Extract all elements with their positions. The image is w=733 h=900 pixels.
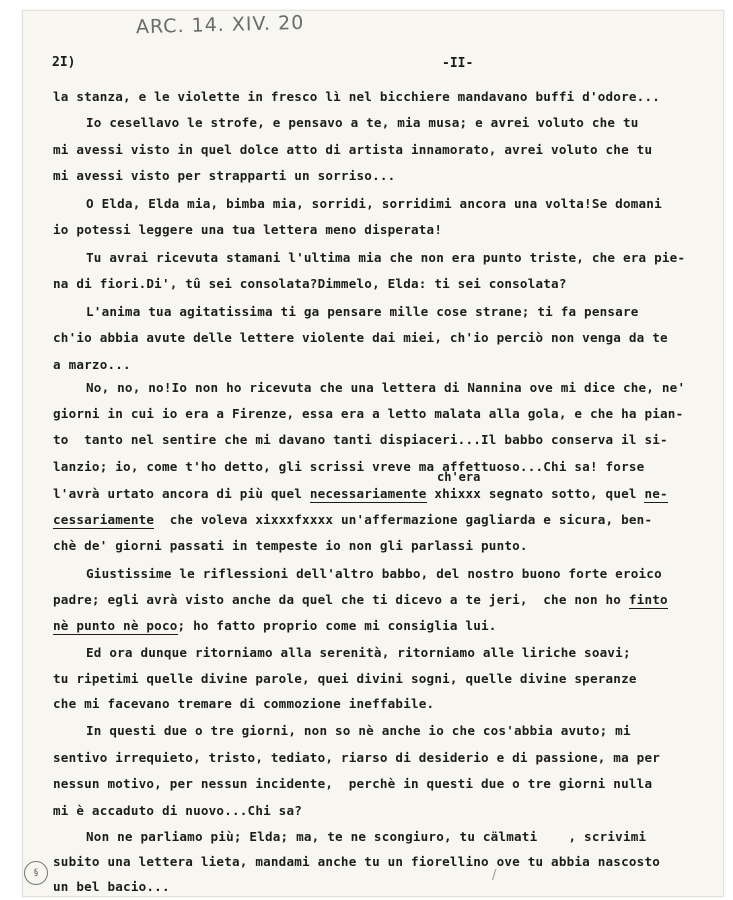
text-line — [86, 115, 639, 130]
text-line — [86, 645, 631, 660]
text-segment: sentivo irrequieto, tristo, tediato, riarso di desiderio e di passione, ma per — [53, 750, 661, 765]
text-segment: subito una lettera lieta, mandami anche tu un fiorellino ove tu abbia nascosto — [53, 854, 661, 869]
text-line — [53, 406, 683, 421]
stamp-mark: § — [33, 868, 39, 878]
text-segment: l'avrà urtato ancora di più quel — [53, 486, 310, 501]
text-line — [53, 222, 442, 237]
text-segment: un'affermazione gagliarda e sicura, ben- — [333, 512, 653, 527]
text-line — [53, 618, 497, 633]
text-segment: ne- — [644, 486, 668, 501]
text-line — [53, 276, 567, 291]
text-segment: padre; egli avrà visto anche da quel che ti dicevo a te jeri, che non ho — [53, 592, 629, 607]
text-segment: ch'io abbia avute delle lettere violente dai miei, ch'io perciò non venga da te — [53, 330, 668, 345]
text-segment: che mi facevano tremare di commozione ineffabile. — [53, 696, 435, 711]
text-line — [53, 459, 644, 474]
archive-mark: ARC. 14. XIV. 20 — [135, 11, 305, 39]
text-segment: to tanto nel sentire che mi davano tanti dispiaceri...Il babbo conserva il si- — [53, 432, 668, 447]
text-line — [53, 486, 668, 501]
text-line — [86, 196, 662, 211]
text-line — [86, 723, 631, 738]
text-segment: a marzo... — [53, 357, 131, 372]
text-segment: Giustissime le riflessioni dell'altro babbo, del nostro buono forte eroico — [86, 566, 662, 581]
text-segment: la stanza, e le violette in fresco lì nel bicchiere mandavano buffi d'odore... — [53, 89, 661, 104]
text-segment: segnato sotto, quel — [481, 486, 645, 501]
text-segment: che voleva — [154, 512, 256, 527]
text-segment: Non ne parliamo più; Elda; ma, te ne scongiuro, tu cälmati , scrivimi — [86, 829, 647, 844]
text-segment: un bel bacio... — [53, 879, 170, 894]
text-line — [53, 696, 434, 711]
text-line — [86, 829, 646, 844]
text-segment: na di fiori.Di', tû sei consolata?Dimmelo, Elda: ti sei consolata? — [53, 276, 567, 291]
text-line — [53, 776, 652, 791]
text-segment: necessariamente — [309, 486, 427, 501]
text-line — [53, 671, 637, 686]
text-segment: giorni in cui io era a Firenze, essa era a letto malata alla gola, e che ha pian- — [53, 406, 684, 421]
text-segment: io potessi leggere una tua lettera meno disperata! — [53, 222, 443, 237]
text-segment: No, no, no!Io non ho ricevuta che una lettera di Nannina ove mi dice che, ne' — [86, 380, 686, 395]
text-line — [53, 168, 395, 183]
text-segment: Ed ora dunque ritorniamo alla serenità, ritorniamo alle liriche soavi; — [86, 645, 631, 660]
text-segment: L'anima tua agitatissima ti ga pensare mille cose strane; ti fa pensare — [86, 304, 639, 319]
text-line — [53, 803, 302, 818]
text-line — [53, 142, 652, 157]
text-segment: mi avessi visto in quel dolce atto di artista innamorato, avrei voluto che tu — [53, 142, 653, 157]
text-line — [53, 538, 528, 553]
text-segment: chè de' giorni passati in tempeste io non gli parlassi punto. — [53, 538, 528, 553]
text-line — [53, 592, 668, 607]
text-segment: xixxxfxxxx — [255, 512, 334, 527]
page-number: 2I) — [52, 55, 76, 70]
text-line — [86, 380, 685, 395]
header-number: -II- — [442, 56, 474, 71]
archive-stamp-icon — [24, 861, 48, 885]
text-segment: Io cesellavo le strofe, e pensavo a te, mia musa; e avrei voluto che tu — [86, 115, 639, 130]
text-line — [86, 566, 662, 581]
text-line — [53, 750, 660, 765]
text-line — [53, 512, 652, 527]
text-line — [53, 357, 131, 372]
pencil-mark: / — [492, 868, 497, 883]
text-line — [86, 250, 685, 265]
text-segment: tu ripetimi quelle divine parole, quei divini sogni, quelle divine speranze — [53, 671, 637, 686]
text-segment: xhixxx — [434, 486, 482, 501]
text-segment: lanzio; io, come t'ho detto, gli scrissi vreve ma affettuoso...Chi sa! forse — [53, 459, 645, 474]
text-segment: finto — [628, 592, 668, 607]
text-line — [86, 304, 639, 319]
text-segment: mi avessi visto per strapparti un sorriso... — [53, 168, 396, 183]
text-segment: In questi due o tre giorni, non so nè anche io che cos'abbia avuto; mi — [86, 723, 631, 738]
interlinear-note: ch'era — [437, 470, 481, 484]
text-segment: mi è accaduto di nuovo...Chi sa? — [53, 803, 303, 818]
text-line — [53, 854, 660, 869]
text-segment: Tu avrai ricevuta stamani l'ultima mia che non era punto triste, che era pie- — [86, 250, 686, 265]
text-line — [53, 879, 170, 894]
text-segment: O Elda, Elda mia, bimba mia, sorridi, sorridimi ancora una volta!Se domani — [86, 196, 662, 211]
text-segment: ; ho fatto proprio come mi consiglia lui. — [177, 618, 497, 633]
text-line — [53, 330, 668, 345]
text-segment: nessun motivo, per nessun incidente, perchè in questi due o tre giorni nulla — [53, 776, 653, 791]
text-segment: cessariamente — [53, 512, 155, 527]
text-line — [53, 432, 668, 447]
text-segment: nè punto nè poco — [53, 618, 178, 633]
text-line — [53, 89, 660, 104]
